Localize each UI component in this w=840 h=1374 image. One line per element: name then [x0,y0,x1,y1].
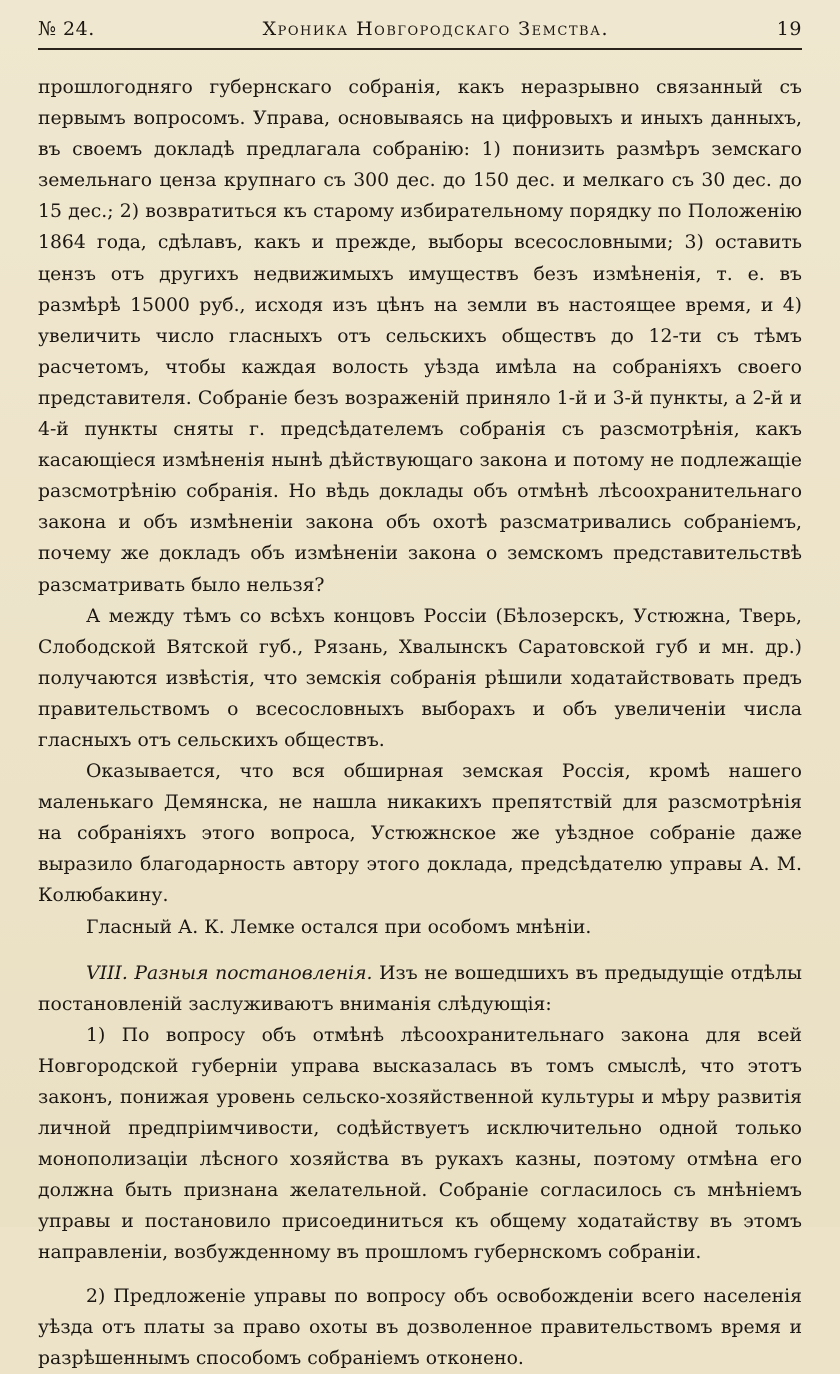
section-paragraph [38,958,802,1020]
list-item: 2) Предложеніе управы по вопросу объ освобожденіи всего населенія уѣзда отъ платы за право охоты въ дозволенное правительствомъ время и разрѣшеннымъ способомъ собраніемъ отконено. [38,1285,802,1369]
paragraph: Гласный А. К. Лемке остался при особомъ мнѣніи. [86,916,592,938]
section-heading: VIII. Разныя постановленія. [86,962,373,984]
body-text [38,72,802,1374]
paragraph: прошлогодняго губернскаго собранія, какъ неразрывно связанный съ первымъ вопросомъ. Управа, основываясь на цифровыхъ и иныхъ данныхъ, въ своемъ докладѣ предлагала собранію: 1) понизить размѣръ земскаго земельнаго ценза крупнаго съ 300 дес. до 150 дес. и мелкаго съ 30 дес. до 15 дес.; 2) возвратиться къ старому избирательному порядку по Положенію 1864 года, сдѣлавъ, какъ и прежде, выборы всесословными; 3) оставить цензъ отъ другихъ недвижимыхъ имуществъ безъ измѣненія, т. е. въ размѣрѣ 15000 руб., исходя изъ цѣнъ на земли въ настоящее время, и 4) увеличить число гласныхъ отъ сельскихъ обществъ до 12-ти съ тѣмъ расчетомъ, чтобы каждая волость уѣзда имѣла на собраніяхъ своего представителя. Собраніе безъ возраженій приняло 1-й и 3-й пункты, а 2-й и 4-й пункты сняты г. предсѣдателемъ собранія съ разсмотрѣнія, какъ касающіеся измѣненія нынѣ дѣйствующаго закона и потому не подлежащіе разсмотрѣнію собранія. Но вѣдь доклады объ отмѣнѣ лѣсоохранительнаго закона и объ измѣненіи закона объ охотѣ разсматривались собраніемъ, почему же докладъ объ измѣненіи закона о земскомъ представительствѣ разсматривать было нельзя? [38,77,802,596]
section-intro: Изъ не вошедшихъ въ предыдущіе отдѣлы постановленій заслуживаютъ вниманія слѣдующія: [38,962,802,1015]
issue-number: № 24. [38,18,95,40]
journal-title: Хроника Новгородскаго Земства. [262,18,609,40]
list-item: 1) По вопросу объ отмѣнѣ лѣсоохранительнаго закона для всей Новгородской губерніи управа высказалась въ томъ смыслѣ, что этотъ законъ, понижая уровень сельско-хозяйственной культуры и мѣру развитія личной предпріимчивости, содѣйствуетъ исключительно одной только монополизаціи лѣсного хозяйства въ рукахъ казны, поэтому отмѣна его должна быть признана желательной. Собраніе согласилось съ мнѣніемъ управы и постановило присоединиться къ общему ходатайству въ этомъ направленіи, возбужденному въ прошломъ губернскомъ собраніи. [38,1024,802,1264]
paragraph: Оказывается, что вся обширная земская Россія, кромѣ нашего маленькаго Демянска, не нашла никакихъ препятствій для разсмотрѣнія на собраніяхъ этого вопроса, Устюжнское же уѣздное собраніе даже выразило благодарность автору этого доклада, предсѣдателю управы А. М. Колюбакину. [38,761,802,907]
running-header [38,18,802,50]
paragraph: А между тѣмъ со всѣхъ концовъ Россіи (Бѣлозерскъ, Устюжна, Тверь, Слободской Вятской губ., Рязань, Хвалынскъ Саратовской губ и мн. др.) получаются извѣстія, что земскія собранія рѣшили ходатайствовать предъ правительствомъ о всесословныхъ выборахъ и объ увеличеніи числа гласныхъ отъ сельскихъ обществъ. [38,605,802,751]
page-number: 19 [776,18,802,40]
